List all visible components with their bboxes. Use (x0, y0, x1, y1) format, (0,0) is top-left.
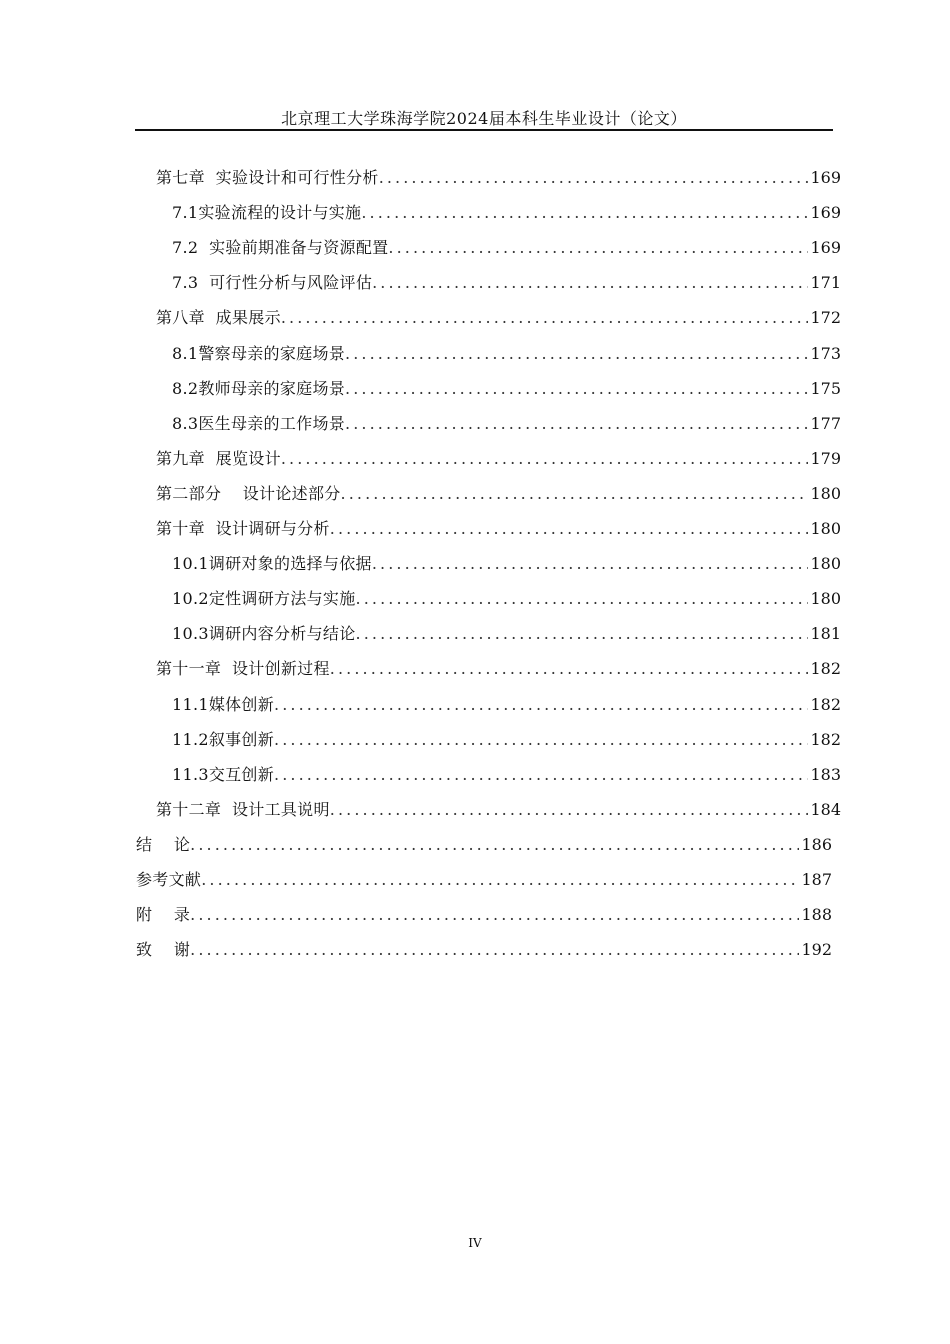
toc-entry-page-number: 184 (810, 800, 841, 819)
toc-entry-label: 8.3医生母亲的工作场景 (172, 414, 346, 433)
toc-entry-page-number: 188 (801, 905, 832, 924)
toc-entry-page-number: 192 (801, 940, 832, 959)
toc-entry-page-number: 179 (810, 449, 841, 468)
toc-entry-label: 11.1媒体创新 (172, 695, 275, 714)
toc-entry[interactable] (172, 336, 841, 371)
toc-dot-leader (274, 757, 808, 792)
toc-entry-label: 附 录 (136, 905, 191, 924)
toc-dot-leader (274, 722, 808, 757)
toc-dot-leader (379, 160, 809, 195)
toc-entry[interactable] (136, 862, 832, 897)
toc-entry[interactable] (172, 687, 841, 722)
header-rule (135, 129, 833, 131)
toc-entry-page-number: 187 (801, 870, 832, 889)
toc-entry-label: 第十章 设计调研与分析 (156, 519, 330, 538)
toc-entry-page-number: 180 (810, 484, 841, 503)
toc-dot-leader (190, 827, 799, 862)
toc-entry-page-number: 173 (810, 344, 841, 363)
toc-entry-label: 结 论 (136, 835, 191, 854)
toc-entry-label: 7.1实验流程的设计与实施 (172, 203, 362, 222)
toc-entry[interactable] (172, 581, 841, 616)
toc-entry-page-number: 169 (810, 238, 841, 257)
toc-dot-leader (330, 511, 809, 546)
toc-entry-label: 第九章 展览设计 (156, 449, 281, 468)
toc-entry-label: 10.3调研内容分析与结论 (172, 624, 356, 643)
toc-dot-leader (345, 406, 808, 441)
toc-dot-leader (330, 792, 809, 827)
toc-entry[interactable] (172, 722, 841, 757)
toc-entry-page-number: 182 (810, 659, 841, 678)
toc-dot-leader (372, 265, 808, 300)
page-number: IV (468, 1236, 482, 1250)
toc-dot-leader (190, 897, 799, 932)
toc-entry-label: 第十一章 设计创新过程 (156, 659, 330, 678)
toc-entry-page-number: 181 (810, 624, 841, 643)
toc-entry-page-number: 180 (810, 554, 841, 573)
toc-entry[interactable] (156, 511, 841, 546)
toc-entry[interactable] (156, 476, 841, 511)
toc-dot-leader (356, 581, 809, 616)
toc-entry[interactable] (136, 827, 832, 862)
toc-entry-page-number: 175 (810, 379, 841, 398)
toc-dot-leader (330, 651, 809, 686)
toc-dot-leader (341, 476, 809, 511)
toc-entry-label: 11.3交互创新 (172, 765, 275, 784)
toc-entry-label: 第七章 实验设计和可行性分析 (156, 168, 379, 187)
toc-dot-leader (345, 371, 808, 406)
toc-dot-leader (274, 687, 808, 722)
toc-entry[interactable] (136, 897, 832, 932)
toc-entry-page-number: 169 (810, 203, 841, 222)
toc-entry-page-number: 182 (810, 730, 841, 749)
toc-entry-page-number: 171 (810, 273, 841, 292)
toc-entry[interactable] (136, 932, 832, 967)
toc-entry-label: 8.1警察母亲的家庭场景 (172, 344, 346, 363)
toc-dot-leader (190, 932, 799, 967)
toc-entry-label: 11.2叙事创新 (172, 730, 275, 749)
toc-entry[interactable] (172, 371, 841, 406)
toc-entry-label: 10.2定性调研方法与实施 (172, 589, 356, 608)
toc-entry-label: 10.1调研对象的选择与依据 (172, 554, 372, 573)
toc-entry-label: 7.3 可行性分析与风险评估 (172, 273, 373, 292)
toc-entry-label: 第八章 成果展示 (156, 308, 281, 327)
toc-entry[interactable] (156, 300, 841, 335)
toc-dot-leader (372, 546, 809, 581)
toc-entry[interactable] (172, 546, 841, 581)
toc-entry[interactable] (172, 230, 841, 265)
toc-entry-page-number: 182 (810, 695, 841, 714)
toc-entry[interactable] (172, 757, 841, 792)
toc-entry-page-number: 180 (810, 589, 841, 608)
toc-dot-leader (281, 300, 809, 335)
toc-entry-page-number: 183 (810, 765, 841, 784)
toc-dot-leader (345, 336, 808, 371)
toc-dot-leader (281, 441, 809, 476)
toc-entry-page-number: 186 (801, 835, 832, 854)
toc-entry-label: 参考文献 (136, 870, 202, 889)
toc-entry[interactable] (156, 651, 841, 686)
toc-entry-label: 8.2教师母亲的家庭场景 (172, 379, 346, 398)
toc-entry[interactable] (172, 616, 841, 651)
page-header-title: 北京理工大学珠海学院2024届本科生毕业设计（论文） (281, 109, 687, 128)
toc-entry-label: 7.2 实验前期准备与资源配置 (172, 238, 389, 257)
toc-dot-leader (201, 862, 799, 897)
toc-entry[interactable] (156, 441, 841, 476)
toc-entry[interactable] (172, 195, 841, 230)
toc-entry-page-number: 180 (810, 519, 841, 538)
toc-entry-page-number: 172 (810, 308, 841, 327)
toc-entry-label: 第二部分 设计论述部分 (156, 484, 341, 503)
toc-dot-leader (356, 616, 809, 651)
toc-entry[interactable] (172, 406, 841, 441)
toc-entry[interactable] (172, 265, 841, 300)
toc-entry[interactable] (156, 160, 841, 195)
toc-entry-label: 致 谢 (136, 940, 191, 959)
toc-entry-page-number: 169 (810, 168, 841, 187)
toc-entry-page-number: 177 (810, 414, 841, 433)
toc-dot-leader (361, 195, 808, 230)
toc-entry-label: 第十二章 设计工具说明 (156, 800, 330, 819)
toc-dot-leader (388, 230, 808, 265)
toc-entry[interactable] (156, 792, 841, 827)
